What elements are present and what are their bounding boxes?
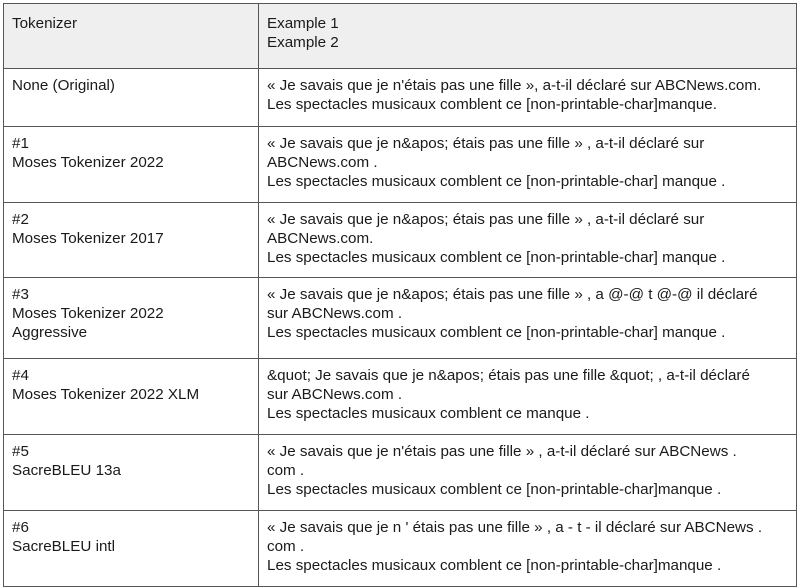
tokenizer-name-line: None (Original) [12,77,115,94]
example-line: « Je savais que je n&apos; étais pas une fille » , a @-@ t @-@ il déclaré [267,286,758,303]
tokenizer-comparison-table [3,3,797,587]
tokenizer-examples [259,435,797,511]
example-line: sur ABCNews.com . [267,385,403,403]
table-header-row [4,4,797,69]
example-line: « Je savais que je n'étais pas une fille » , a-t-il déclaré sur ABCNews . [267,443,737,460]
example-line: Les spectacles musicaux comblent ce [non-printable-char]manque . [267,556,722,574]
table-row [4,278,797,359]
header-examples [259,4,797,69]
example-line: ABCNews.com. [267,229,374,247]
tokenizer-examples [259,278,797,359]
example-line: com . [267,537,305,555]
tokenizer-id: #4 [12,367,29,384]
example-line: Les spectacles musicaux comblent ce [non-printable-char]manque. [267,95,717,113]
tokenizer-name-line: Aggressive [12,323,88,341]
tokenizer-name [4,127,259,203]
header-tokenizer-label: Tokenizer [12,15,77,32]
example-line: « Je savais que je n ' étais pas une fille » , a - t - il déclaré sur ABCNews . [267,519,763,536]
header-example-2: Example 2 [267,33,339,51]
tokenizer-name-line: Moses Tokenizer 2022 [12,153,164,171]
example-line: « Je savais que je n'étais pas une fille », a-t-il déclaré sur ABCNews.com. [267,77,762,94]
tokenizer-id: #5 [12,443,29,460]
example-line: Les spectacles musicaux comblent ce [non-printable-char] manque . [267,248,726,266]
tokenizer-id: #3 [12,286,29,303]
example-line: ABCNews.com . [267,153,378,171]
tokenizer-id: #6 [12,519,29,536]
tokenizer-examples [259,511,797,587]
tokenizer-name [4,511,259,587]
tokenizer-examples [259,359,797,435]
example-line: Les spectacles musicaux comblent ce [non-printable-char] manque . [267,172,726,190]
table-row [4,511,797,587]
tokenizer-name-line: SacreBLEU 13a [12,461,121,479]
example-line: &quot; Je savais que je n&apos; étais pas une fille &quot; , a-t-il déclaré [267,367,750,384]
table-row [4,203,797,278]
tokenizer-name [4,69,259,127]
example-line: Les spectacles musicaux comblent ce manque . [267,404,590,422]
header-example-1: Example 1 [267,15,339,32]
table-row [4,435,797,511]
example-line: sur ABCNews.com . [267,304,403,322]
example-line: « Je savais que je n&apos; étais pas une fille » , a-t-il déclaré sur [267,135,705,152]
header-tokenizer [4,4,259,69]
tokenizer-name-line: Moses Tokenizer 2022 [12,304,164,322]
example-line: « Je savais que je n&apos; étais pas une fille » , a-t-il déclaré sur [267,211,705,228]
tokenizer-name-line: SacreBLEU intl [12,537,115,555]
tokenizer-name-line: Moses Tokenizer 2017 [12,229,164,247]
tokenizer-examples [259,203,797,278]
tokenizer-name [4,435,259,511]
tokenizer-name [4,359,259,435]
table-row [4,127,797,203]
tokenizer-examples [259,69,797,127]
table-row [4,359,797,435]
example-line: com . [267,461,305,479]
tokenizer-name [4,203,259,278]
tokenizer-examples [259,127,797,203]
tokenizer-id: #2 [12,211,29,228]
tokenizer-id: #1 [12,135,29,152]
example-line: Les spectacles musicaux comblent ce [non-printable-char]manque . [267,480,722,498]
example-line: Les spectacles musicaux comblent ce [non-printable-char] manque . [267,323,726,341]
tokenizer-name-line: Moses Tokenizer 2022 XLM [12,385,200,403]
table-row [4,69,797,127]
tokenizer-name [4,278,259,359]
